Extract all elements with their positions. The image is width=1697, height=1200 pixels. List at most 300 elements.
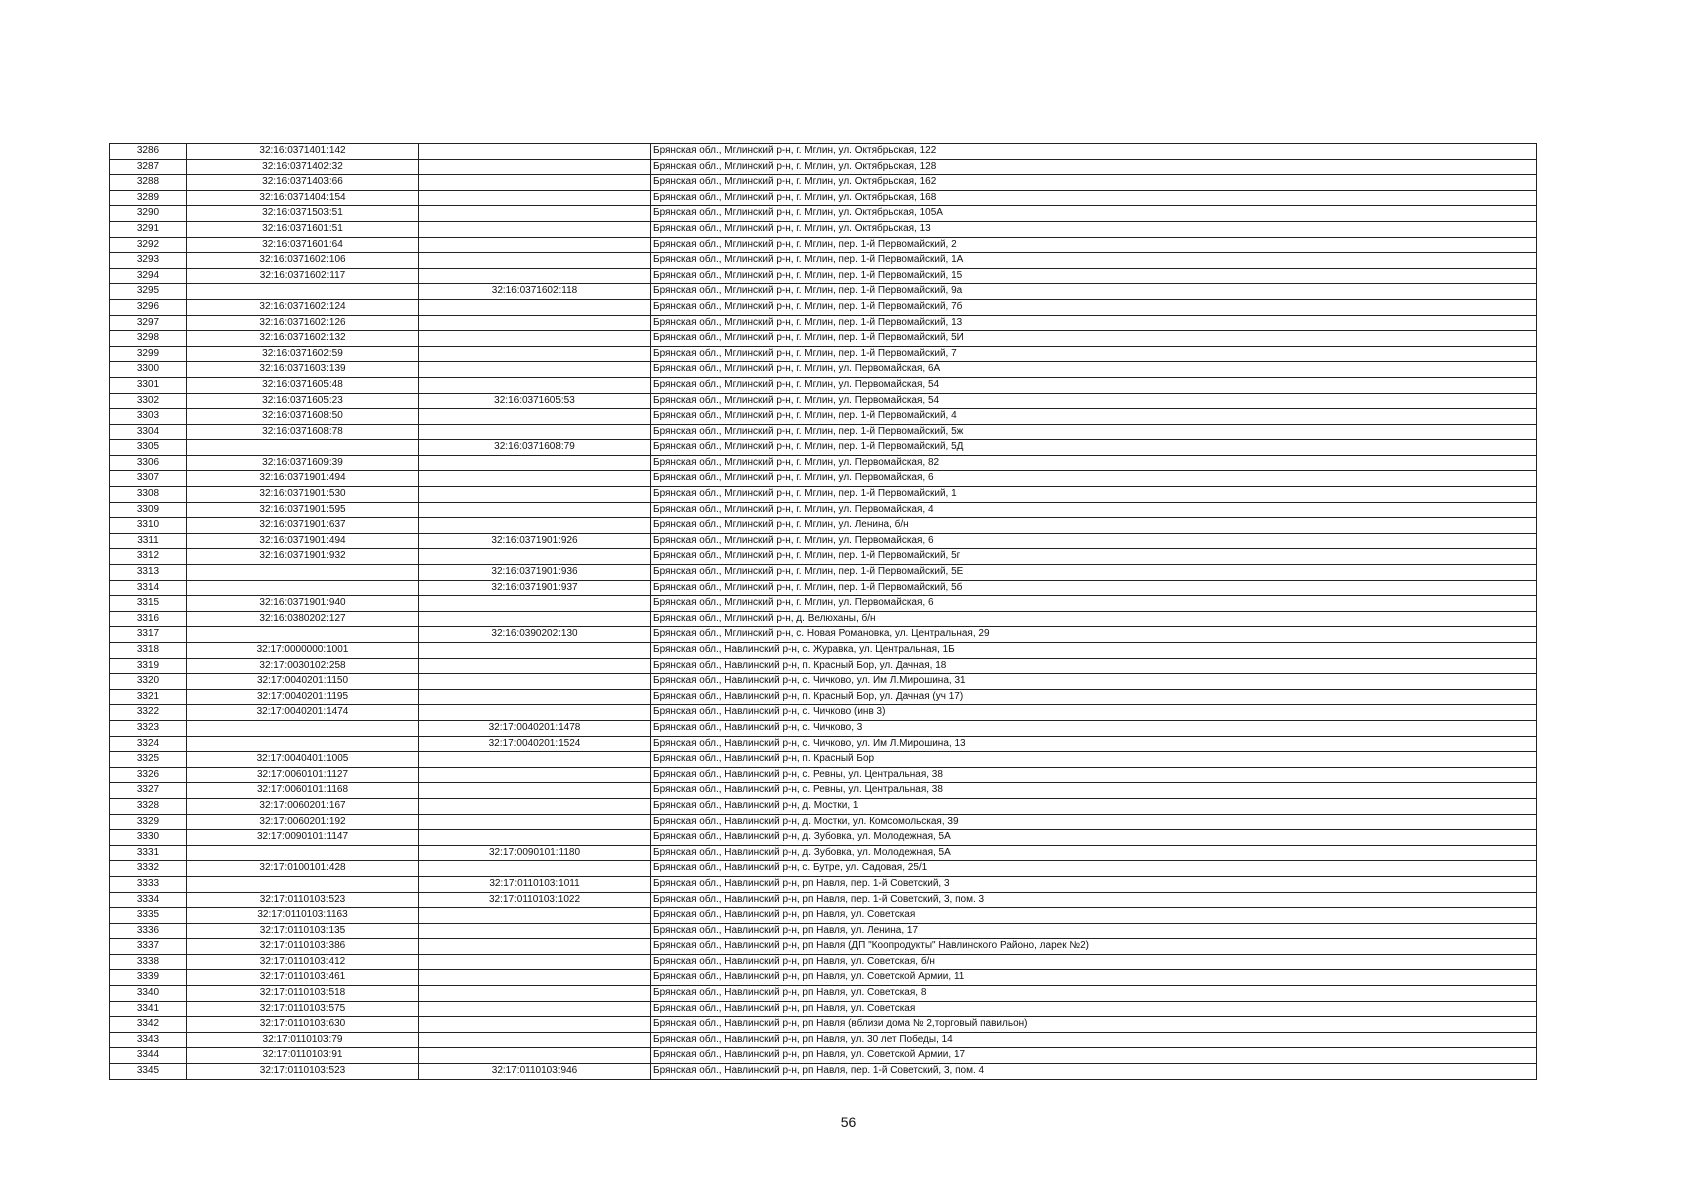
address-cell: Брянская обл., Мглинский р-н, г. Мглин, ул. Октябрьская, 13: [651, 221, 1537, 237]
address-cell: Брянская обл., Навлинский р-н, рп Навля, пер. 1-й Советский, 3, пом. 4: [651, 1064, 1537, 1080]
cadastral-number-cell: [187, 627, 419, 643]
cadastral-number-cell: 32:17:0110103:461: [187, 970, 419, 986]
related-cadastral-number-cell: [419, 1048, 651, 1064]
related-cadastral-number-cell: 32:17:0110103:1011: [419, 876, 651, 892]
table-row: [110, 362, 1537, 378]
table-row: [110, 752, 1537, 768]
address-cell: Брянская обл., Мглинский р-н, г. Мглин, пер. 1-й Первомайский, 15: [651, 268, 1537, 284]
cadastral-number-cell: [187, 736, 419, 752]
row-number-cell: 3317: [110, 627, 187, 643]
table-row: [110, 720, 1537, 736]
row-number-cell: 3311: [110, 533, 187, 549]
address-cell: Брянская обл., Навлинский р-н, с. Чичково (инв 3): [651, 705, 1537, 721]
row-number-cell: 3288: [110, 175, 187, 191]
related-cadastral-number-cell: [419, 518, 651, 534]
table-row: [110, 658, 1537, 674]
address-cell: Брянская обл., Навлинский р-н, рп Навля (ДП "Коопродукты" Навлинского Районо, ларек №2): [651, 939, 1537, 955]
related-cadastral-number-cell: [419, 299, 651, 315]
table-row: [110, 783, 1537, 799]
table-row: [110, 331, 1537, 347]
table-row: [110, 674, 1537, 690]
address-cell: Брянская обл., Навлинский р-н, рп Навля, ул. Ленина, 17: [651, 923, 1537, 939]
cadastral-number-cell: 32:17:0110103:630: [187, 1017, 419, 1033]
table-row: [110, 627, 1537, 643]
row-number-cell: 3334: [110, 892, 187, 908]
address-cell: Брянская обл., Навлинский р-н, п. Красный Бор, ул. Дачная, 18: [651, 658, 1537, 674]
row-number-cell: 3314: [110, 580, 187, 596]
cadastral-number-cell: [187, 580, 419, 596]
table-row: [110, 736, 1537, 752]
cadastral-number-cell: [187, 284, 419, 300]
table-row: [110, 939, 1537, 955]
cadastral-number-cell: 32:16:0371609:39: [187, 455, 419, 471]
row-number-cell: 3324: [110, 736, 187, 752]
table-row: [110, 518, 1537, 534]
table-row: [110, 440, 1537, 456]
table-row: [110, 1017, 1537, 1033]
row-number-cell: 3329: [110, 814, 187, 830]
cadastral-number-cell: 32:16:0371602:132: [187, 331, 419, 347]
cadastral-number-cell: 32:16:0371605:23: [187, 393, 419, 409]
row-number-cell: 3302: [110, 393, 187, 409]
table-row: [110, 533, 1537, 549]
row-number-cell: 3296: [110, 299, 187, 315]
cadastral-number-cell: 32:17:0040201:1474: [187, 705, 419, 721]
address-cell: Брянская обл., Навлинский р-н, рп Навля, ул. 30 лет Победы, 14: [651, 1032, 1537, 1048]
table-row: [110, 455, 1537, 471]
row-number-cell: 3337: [110, 939, 187, 955]
related-cadastral-number-cell: [419, 939, 651, 955]
address-cell: Брянская обл., Навлинский р-н, д. Мостки, ул. Комсомольская, 39: [651, 814, 1537, 830]
row-number-cell: 3293: [110, 253, 187, 269]
cadastral-number-cell: 32:16:0371602:59: [187, 346, 419, 362]
cadastral-number-cell: 32:16:0371901:494: [187, 471, 419, 487]
row-number-cell: 3343: [110, 1032, 187, 1048]
cadastral-number-cell: 32:16:0371602:124: [187, 299, 419, 315]
cadastral-number-cell: 32:17:0110103:135: [187, 923, 419, 939]
row-number-cell: 3333: [110, 876, 187, 892]
table-row: [110, 845, 1537, 861]
table-row: [110, 923, 1537, 939]
address-cell: Брянская обл., Мглинский р-н, г. Мглин, ул. Октябрьская, 122: [651, 144, 1537, 160]
row-number-cell: 3339: [110, 970, 187, 986]
cadastral-number-cell: [187, 876, 419, 892]
related-cadastral-number-cell: [419, 970, 651, 986]
related-cadastral-number-cell: [419, 986, 651, 1002]
cadastral-number-cell: 32:17:0110103:523: [187, 892, 419, 908]
table-row: [110, 487, 1537, 503]
table-row: [110, 159, 1537, 175]
related-cadastral-number-cell: [419, 689, 651, 705]
address-cell: Брянская обл., Навлинский р-н, п. Красный Бор, ул. Дачная (уч 17): [651, 689, 1537, 705]
row-number-cell: 3304: [110, 424, 187, 440]
related-cadastral-number-cell: [419, 814, 651, 830]
address-cell: Брянская обл., Мглинский р-н, г. Мглин, пер. 1-й Первомайский, 7б: [651, 299, 1537, 315]
related-cadastral-number-cell: [419, 206, 651, 222]
table-row: [110, 580, 1537, 596]
address-cell: Брянская обл., Мглинский р-н, д. Велюханы, б/н: [651, 611, 1537, 627]
related-cadastral-number-cell: 32:17:0040201:1524: [419, 736, 651, 752]
table-row: [110, 206, 1537, 222]
related-cadastral-number-cell: [419, 221, 651, 237]
related-cadastral-number-cell: [419, 549, 651, 565]
table-row: [110, 643, 1537, 659]
cadastral-number-cell: 32:16:0371901:940: [187, 596, 419, 612]
address-cell: Брянская обл., Мглинский р-н, г. Мглин, ул. Октябрьская, 105А: [651, 206, 1537, 222]
address-cell: Брянская обл., Навлинский р-н, с. Чичково, 3: [651, 720, 1537, 736]
address-cell: Брянская обл., Навлинский р-н, д. Мостки, 1: [651, 798, 1537, 814]
related-cadastral-number-cell: [419, 471, 651, 487]
row-number-cell: 3307: [110, 471, 187, 487]
row-number-cell: 3323: [110, 720, 187, 736]
address-cell: Брянская обл., Навлинский р-н, с. Чичково, ул. Им Л.Мирошина, 13: [651, 736, 1537, 752]
related-cadastral-number-cell: [419, 752, 651, 768]
related-cadastral-number-cell: [419, 268, 651, 284]
table-row: [110, 814, 1537, 830]
row-number-cell: 3332: [110, 861, 187, 877]
table-row: [110, 705, 1537, 721]
related-cadastral-number-cell: [419, 455, 651, 471]
table-row: [110, 549, 1537, 565]
related-cadastral-number-cell: [419, 253, 651, 269]
table-row: [110, 830, 1537, 846]
cadastral-number-cell: 32:17:0100101:428: [187, 861, 419, 877]
related-cadastral-number-cell: 32:16:0371901:936: [419, 565, 651, 581]
row-number-cell: 3310: [110, 518, 187, 534]
address-cell: Брянская обл., Мглинский р-н, с. Новая Романовка, ул. Центральная, 29: [651, 627, 1537, 643]
cadastral-number-cell: 32:17:0110103:518: [187, 986, 419, 1002]
table-row: [110, 908, 1537, 924]
address-cell: Брянская обл., Навлинский р-н, рп Навля, ул. Советская, б/н: [651, 954, 1537, 970]
related-cadastral-number-cell: [419, 237, 651, 253]
related-cadastral-number-cell: 32:16:0371901:926: [419, 533, 651, 549]
cadastral-number-cell: 32:17:0060201:192: [187, 814, 419, 830]
address-cell: Брянская обл., Мглинский р-н, г. Мглин, ул. Октябрьская, 162: [651, 175, 1537, 191]
table-row: [110, 190, 1537, 206]
cadastral-number-cell: 32:17:0110103:1163: [187, 908, 419, 924]
table-row: [110, 221, 1537, 237]
related-cadastral-number-cell: 32:17:0110103:946: [419, 1064, 651, 1080]
table-row: [110, 268, 1537, 284]
table-row: [110, 1032, 1537, 1048]
address-cell: Брянская обл., Навлинский р-н, с. Чичково, ул. Им Л.Мирошина, 31: [651, 674, 1537, 690]
row-number-cell: 3325: [110, 752, 187, 768]
row-number-cell: 3295: [110, 284, 187, 300]
related-cadastral-number-cell: 32:16:0371605:53: [419, 393, 651, 409]
address-cell: Брянская обл., Навлинский р-н, с. Ревны, ул. Центральная, 38: [651, 783, 1537, 799]
related-cadastral-number-cell: [419, 611, 651, 627]
address-cell: Брянская обл., Навлинский р-н, д. Зубовка, ул. Молодежная, 5А: [651, 845, 1537, 861]
row-number-cell: 3286: [110, 144, 187, 160]
cadastral-number-cell: [187, 440, 419, 456]
cadastral-number-cell: 32:17:0110103:79: [187, 1032, 419, 1048]
address-cell: Брянская обл., Мглинский р-н, г. Мглин, ул. Первомайская, 6: [651, 471, 1537, 487]
related-cadastral-number-cell: [419, 377, 651, 393]
table-row: [110, 409, 1537, 425]
row-number-cell: 3301: [110, 377, 187, 393]
row-number-cell: 3303: [110, 409, 187, 425]
row-number-cell: 3305: [110, 440, 187, 456]
row-number-cell: 3319: [110, 658, 187, 674]
row-number-cell: 3299: [110, 346, 187, 362]
table-row: [110, 1001, 1537, 1017]
address-cell: Брянская обл., Мглинский р-н, г. Мглин, пер. 1-й Первомайский, 5г: [651, 549, 1537, 565]
table-row: [110, 689, 1537, 705]
table-row: [110, 861, 1537, 877]
row-number-cell: 3289: [110, 190, 187, 206]
table-row: [110, 954, 1537, 970]
row-number-cell: 3308: [110, 487, 187, 503]
cadastral-number-cell: 32:16:0371605:48: [187, 377, 419, 393]
address-cell: Брянская обл., Мглинский р-н, г. Мглин, ул. Первомайская, 82: [651, 455, 1537, 471]
related-cadastral-number-cell: 32:16:0371608:79: [419, 440, 651, 456]
cadastral-number-cell: 32:17:0090101:1147: [187, 830, 419, 846]
table-row: [110, 596, 1537, 612]
cadastral-number-cell: 32:17:0110103:91: [187, 1048, 419, 1064]
address-cell: Брянская обл., Мглинский р-н, г. Мглин, ул. Первомайская, 6А: [651, 362, 1537, 378]
table-row: [110, 237, 1537, 253]
table-row: [110, 611, 1537, 627]
row-number-cell: 3298: [110, 331, 187, 347]
cadastral-number-cell: 32:16:0371608:50: [187, 409, 419, 425]
address-cell: Брянская обл., Навлинский р-н, с. Ревны, ул. Центральная, 38: [651, 767, 1537, 783]
table-row: [110, 253, 1537, 269]
address-cell: Брянская обл., Мглинский р-н, г. Мглин, ул. Первомайская, 54: [651, 393, 1537, 409]
row-number-cell: 3300: [110, 362, 187, 378]
row-number-cell: 3309: [110, 502, 187, 518]
row-number-cell: 3328: [110, 798, 187, 814]
address-cell: Брянская обл., Мглинский р-н, г. Мглин, пер. 1-й Первомайский, 5ж: [651, 424, 1537, 440]
cadastral-number-cell: 32:16:0371901:932: [187, 549, 419, 565]
table-row: [110, 346, 1537, 362]
cadastral-number-cell: 32:16:0371601:64: [187, 237, 419, 253]
table-row: [110, 970, 1537, 986]
address-cell: Брянская обл., Навлинский р-н, с. Журавка, ул. Центральная, 1Б: [651, 643, 1537, 659]
cadastral-number-cell: 32:17:0040201:1150: [187, 674, 419, 690]
cadastral-number-cell: 32:16:0371602:117: [187, 268, 419, 284]
related-cadastral-number-cell: [419, 705, 651, 721]
cadastral-number-cell: 32:17:0000000:1001: [187, 643, 419, 659]
row-number-cell: 3287: [110, 159, 187, 175]
table-row: [110, 377, 1537, 393]
cadastral-number-cell: 32:17:0060201:167: [187, 798, 419, 814]
address-cell: Брянская обл., Навлинский р-н, рп Навля, ул. Советской Армии, 11: [651, 970, 1537, 986]
related-cadastral-number-cell: [419, 409, 651, 425]
table-row: [110, 471, 1537, 487]
row-number-cell: 3331: [110, 845, 187, 861]
address-cell: Брянская обл., Мглинский р-н, г. Мглин, пер. 1-й Первомайский, 7: [651, 346, 1537, 362]
table-row: [110, 175, 1537, 191]
row-number-cell: 3316: [110, 611, 187, 627]
address-cell: Брянская обл., Мглинский р-н, г. Мглин, ул. Первомайская, 54: [651, 377, 1537, 393]
row-number-cell: 3312: [110, 549, 187, 565]
address-cell: Брянская обл., Мглинский р-н, г. Мглин, ул. Ленина, б/н: [651, 518, 1537, 534]
table-row: [110, 1048, 1537, 1064]
related-cadastral-number-cell: [419, 144, 651, 160]
table-row: [110, 393, 1537, 409]
cadastral-number-cell: 32:16:0371608:78: [187, 424, 419, 440]
cadastral-number-cell: 32:16:0371901:595: [187, 502, 419, 518]
row-number-cell: 3290: [110, 206, 187, 222]
address-cell: Брянская обл., Мглинский р-н, г. Мглин, ул. Октябрьская, 168: [651, 190, 1537, 206]
cadastral-number-cell: 32:16:0371901:637: [187, 518, 419, 534]
related-cadastral-number-cell: [419, 1017, 651, 1033]
related-cadastral-number-cell: [419, 954, 651, 970]
related-cadastral-number-cell: [419, 175, 651, 191]
related-cadastral-number-cell: [419, 830, 651, 846]
row-number-cell: 3344: [110, 1048, 187, 1064]
row-number-cell: 3292: [110, 237, 187, 253]
cadastral-number-cell: 32:16:0371901:530: [187, 487, 419, 503]
row-number-cell: 3306: [110, 455, 187, 471]
cadastral-number-cell: 32:16:0371404:154: [187, 190, 419, 206]
related-cadastral-number-cell: [419, 783, 651, 799]
related-cadastral-number-cell: [419, 362, 651, 378]
related-cadastral-number-cell: 32:17:0040201:1478: [419, 720, 651, 736]
row-number-cell: 3336: [110, 923, 187, 939]
related-cadastral-number-cell: [419, 424, 651, 440]
related-cadastral-number-cell: 32:17:0110103:1022: [419, 892, 651, 908]
cadastral-number-cell: 32:17:0060101:1168: [187, 783, 419, 799]
row-number-cell: 3338: [110, 954, 187, 970]
cadastral-number-cell: 32:16:0371402:32: [187, 159, 419, 175]
address-cell: Брянская обл., Навлинский р-н, д. Зубовка, ул. Молодежная, 5А: [651, 830, 1537, 846]
address-cell: Брянская обл., Навлинский р-н, рп Навля, ул. Советская: [651, 1001, 1537, 1017]
related-cadastral-number-cell: [419, 190, 651, 206]
related-cadastral-number-cell: 32:17:0090101:1180: [419, 845, 651, 861]
row-number-cell: 3335: [110, 908, 187, 924]
address-cell: Брянская обл., Мглинский р-н, г. Мглин, пер. 1-й Первомайский, 5Е: [651, 565, 1537, 581]
related-cadastral-number-cell: [419, 1032, 651, 1048]
related-cadastral-number-cell: [419, 346, 651, 362]
related-cadastral-number-cell: [419, 502, 651, 518]
table-row: [110, 1064, 1537, 1080]
row-number-cell: 3327: [110, 783, 187, 799]
related-cadastral-number-cell: 32:16:0371901:937: [419, 580, 651, 596]
related-cadastral-number-cell: [419, 596, 651, 612]
related-cadastral-number-cell: [419, 861, 651, 877]
cadastral-number-cell: [187, 565, 419, 581]
cadastral-number-cell: 32:17:0110103:523: [187, 1064, 419, 1080]
row-number-cell: 3291: [110, 221, 187, 237]
table-row: [110, 565, 1537, 581]
table-row: [110, 892, 1537, 908]
related-cadastral-number-cell: [419, 908, 651, 924]
related-cadastral-number-cell: [419, 159, 651, 175]
row-number-cell: 3313: [110, 565, 187, 581]
cadastral-number-cell: 32:16:0380202:127: [187, 611, 419, 627]
related-cadastral-number-cell: [419, 674, 651, 690]
address-cell: Брянская обл., Мглинский р-н, г. Мглин, пер. 1-й Первомайский, 9а: [651, 284, 1537, 300]
row-number-cell: 3318: [110, 643, 187, 659]
cadastral-number-cell: 32:17:0110103:575: [187, 1001, 419, 1017]
table-row: [110, 299, 1537, 315]
address-cell: Брянская обл., Мглинский р-н, г. Мглин, пер. 1-й Первомайский, 4: [651, 409, 1537, 425]
related-cadastral-number-cell: [419, 643, 651, 659]
page-number: 56: [840, 1114, 857, 1130]
related-cadastral-number-cell: [419, 315, 651, 331]
related-cadastral-number-cell: [419, 658, 651, 674]
cadastral-number-cell: 32:17:0030102:258: [187, 658, 419, 674]
related-cadastral-number-cell: [419, 487, 651, 503]
table-row: [110, 986, 1537, 1002]
address-cell: Брянская обл., Мглинский р-н, г. Мглин, пер. 1-й Первомайский, 5Д: [651, 440, 1537, 456]
related-cadastral-number-cell: 32:16:0371602:118: [419, 284, 651, 300]
row-number-cell: 3321: [110, 689, 187, 705]
address-cell: Брянская обл., Мглинский р-н, г. Мглин, пер. 1-й Первомайский, 1: [651, 487, 1537, 503]
address-cell: Брянская обл., Мглинский р-н, г. Мглин, пер. 1-й Первомайский, 2: [651, 237, 1537, 253]
row-number-cell: 3320: [110, 674, 187, 690]
table-row: [110, 424, 1537, 440]
row-number-cell: 3330: [110, 830, 187, 846]
cadastral-number-cell: 32:16:0371403:66: [187, 175, 419, 191]
address-cell: Брянская обл., Навлинский р-н, рп Навля, ул. Советской Армии, 17: [651, 1048, 1537, 1064]
related-cadastral-number-cell: [419, 923, 651, 939]
table-row: [110, 767, 1537, 783]
related-cadastral-number-cell: [419, 331, 651, 347]
cadastral-number-cell: 32:17:0110103:386: [187, 939, 419, 955]
cadastral-number-cell: 32:16:0371601:51: [187, 221, 419, 237]
cadastral-number-cell: 32:16:0371503:51: [187, 206, 419, 222]
row-number-cell: 3294: [110, 268, 187, 284]
address-cell: Брянская обл., Мглинский р-н, г. Мглин, пер. 1-й Первомайский, 13: [651, 315, 1537, 331]
address-cell: Брянская обл., Навлинский р-н, рп Навля, пер. 1-й Советский, 3: [651, 876, 1537, 892]
address-cell: Брянская обл., Мглинский р-н, г. Мглин, пер. 1-й Первомайский, 5И: [651, 331, 1537, 347]
address-cell: Брянская обл., Навлинский р-н, п. Красный Бор: [651, 752, 1537, 768]
address-cell: Брянская обл., Мглинский р-н, г. Мглин, ул. Первомайская, 4: [651, 502, 1537, 518]
cadastral-number-cell: [187, 845, 419, 861]
table-row: [110, 315, 1537, 331]
related-cadastral-number-cell: [419, 798, 651, 814]
row-number-cell: 3341: [110, 1001, 187, 1017]
row-number-cell: 3345: [110, 1064, 187, 1080]
registry-table-body: [110, 144, 1537, 1080]
table-row: [110, 284, 1537, 300]
cadastral-number-cell: 32:17:0040401:1005: [187, 752, 419, 768]
address-cell: Брянская обл., Навлинский р-н, рп Навля (вблизи дома № 2,торговый павильон): [651, 1017, 1537, 1033]
address-cell: Брянская обл., Навлинский р-н, рп Навля, ул. Советская, 8: [651, 986, 1537, 1002]
address-cell: Брянская обл., Навлинский р-н, с. Бутре, ул. Садовая, 25/1: [651, 861, 1537, 877]
address-cell: Брянская обл., Мглинский р-н, г. Мглин, ул. Октябрьская, 128: [651, 159, 1537, 175]
address-cell: Брянская обл., Мглинский р-н, г. Мглин, пер. 1-й Первомайский, 1А: [651, 253, 1537, 269]
cadastral-number-cell: 32:16:0371602:106: [187, 253, 419, 269]
address-cell: Брянская обл., Мглинский р-н, г. Мглин, ул. Первомайская, 6: [651, 533, 1537, 549]
address-cell: Брянская обл., Мглинский р-н, г. Мглин, ул. Первомайская, 6: [651, 596, 1537, 612]
address-cell: Брянская обл., Навлинский р-н, рп Навля, ул. Советская: [651, 908, 1537, 924]
related-cadastral-number-cell: [419, 767, 651, 783]
table-row: [110, 876, 1537, 892]
row-number-cell: 3340: [110, 986, 187, 1002]
related-cadastral-number-cell: 32:16:0390202:130: [419, 627, 651, 643]
cadastral-number-cell: [187, 720, 419, 736]
table-row: [110, 502, 1537, 518]
registry-table: [109, 143, 1537, 1080]
address-cell: Брянская обл., Мглинский р-н, г. Мглин, пер. 1-й Первомайский, 5б: [651, 580, 1537, 596]
table-row: [110, 798, 1537, 814]
row-number-cell: 3297: [110, 315, 187, 331]
cadastral-number-cell: 32:16:0371602:126: [187, 315, 419, 331]
row-number-cell: 3322: [110, 705, 187, 721]
cadastral-number-cell: 32:17:0040201:1195: [187, 689, 419, 705]
row-number-cell: 3326: [110, 767, 187, 783]
address-cell: Брянская обл., Навлинский р-н, рп Навля, пер. 1-й Советский, 3, пом. 3: [651, 892, 1537, 908]
cadastral-number-cell: 32:16:0371603:139: [187, 362, 419, 378]
row-number-cell: 3342: [110, 1017, 187, 1033]
row-number-cell: 3315: [110, 596, 187, 612]
cadastral-number-cell: 32:16:0371401:142: [187, 144, 419, 160]
table-row: [110, 144, 1537, 160]
cadastral-number-cell: 32:16:0371901:494: [187, 533, 419, 549]
